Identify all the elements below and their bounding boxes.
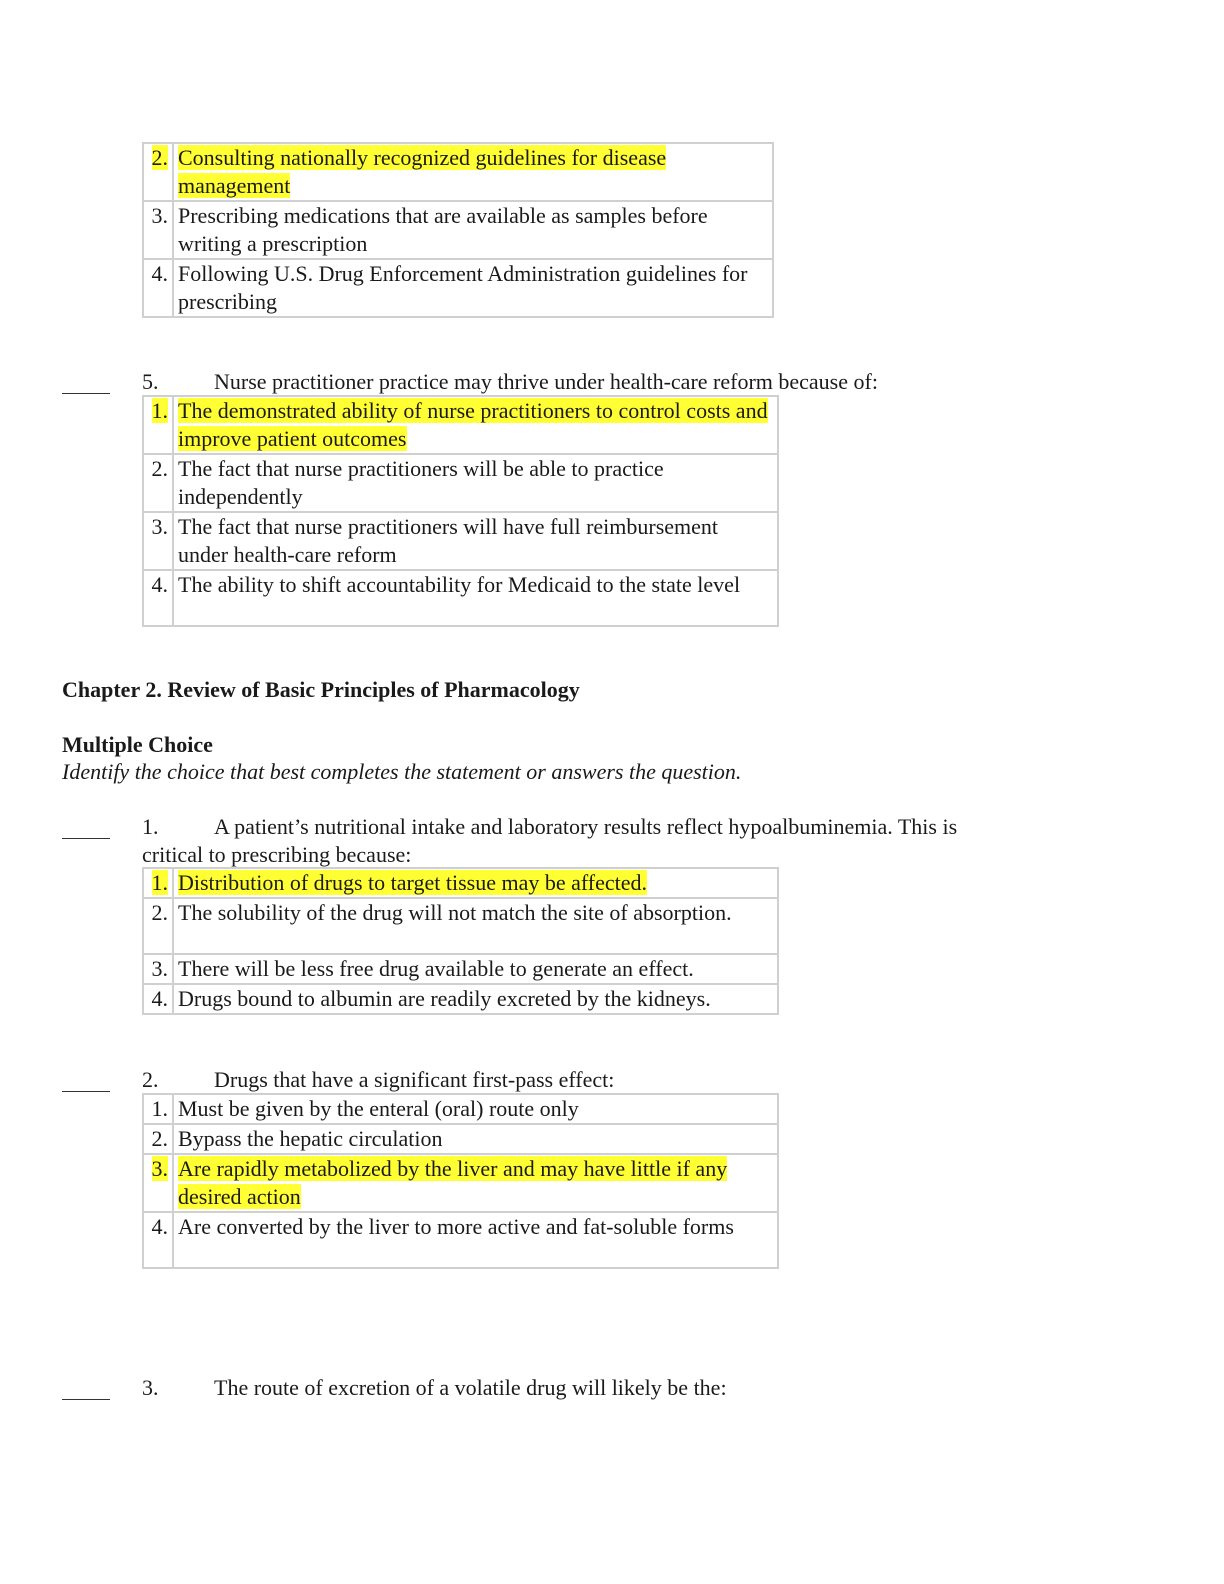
option-row	[143, 868, 778, 898]
option-row	[143, 954, 778, 984]
section-instructions: Identify the choice that best completes the statement or answers the question.	[62, 759, 742, 784]
question-stem-line-1: A patient’s nutritional intake and laboratory results reflect hypoalbuminemia. This is	[214, 814, 958, 839]
answer-blank	[62, 838, 110, 839]
option-text: Must be given by the enteral (oral) route only	[173, 1094, 778, 1124]
option-number: 4.	[143, 259, 173, 317]
chapter-title: Chapter 2. Review of Basic Principles of Pharmacology	[62, 677, 580, 702]
option-row	[143, 1124, 778, 1154]
option-number: 3.	[143, 512, 173, 570]
option-number: 2.	[143, 1124, 173, 1154]
question-stem-line-2: critical to prescribing because:	[142, 842, 412, 867]
option-text: Are rapidly metabolized by the liver and may have little if any desired action	[173, 1154, 778, 1212]
section-title: Multiple Choice	[62, 732, 213, 757]
option-text: Following U.S. Drug Enforcement Administration guidelines for prescribing	[173, 259, 773, 317]
option-row	[143, 396, 778, 454]
option-text: The fact that nurse practitioners will have full reimbursement under health-care reform	[173, 512, 778, 570]
option-text: Are converted by the liver to more active and fat-soluble forms	[173, 1212, 778, 1268]
question-number: 3.	[142, 1375, 159, 1400]
option-row	[143, 1154, 778, 1212]
option-row	[143, 259, 773, 317]
question-number: 1.	[142, 814, 159, 839]
option-row	[143, 570, 778, 626]
option-row	[143, 898, 778, 954]
question-stem: Nurse practitioner practice may thrive under health-care reform because of:	[214, 369, 878, 394]
option-number: 2.	[143, 143, 173, 201]
option-row	[143, 143, 773, 201]
option-number: 3.	[143, 954, 173, 984]
option-row	[143, 1212, 778, 1268]
option-text: The fact that nurse practitioners will be able to practice independently	[173, 454, 778, 512]
option-text: Distribution of drugs to target tissue may be affected.	[173, 868, 778, 898]
option-text: Bypass the hepatic circulation	[173, 1124, 778, 1154]
option-text: The demonstrated ability of nurse practitioners to control costs and improve patient outcomes	[173, 396, 778, 454]
question-stem: The route of excretion of a volatile drug will likely be the:	[214, 1375, 727, 1400]
question-number: 5.	[142, 369, 159, 394]
option-row	[143, 984, 778, 1014]
option-number: 3.	[143, 1154, 173, 1212]
continued-options-table	[142, 142, 774, 318]
option-number: 3.	[143, 201, 173, 259]
option-number: 4.	[143, 984, 173, 1014]
option-number: 2.	[143, 898, 173, 954]
option-text: Consulting nationally recognized guidelines for disease management	[173, 143, 773, 201]
option-text: The ability to shift accountability for Medicaid to the state level	[173, 570, 778, 626]
option-number: 1.	[143, 396, 173, 454]
c2q1-options-table	[142, 867, 779, 1015]
option-number: 1.	[143, 868, 173, 898]
question-number: 2.	[142, 1067, 159, 1092]
option-number: 4.	[143, 1212, 173, 1268]
option-text: Prescribing medications that are available as samples before writing a prescription	[173, 201, 773, 259]
answer-blank	[62, 1399, 110, 1400]
question-stem: Drugs that have a significant first-pass effect:	[214, 1067, 615, 1092]
c2q2-options-table	[142, 1093, 779, 1269]
option-text: The solubility of the drug will not match the site of absorption.	[173, 898, 778, 954]
option-text: There will be less free drug available to generate an effect.	[173, 954, 778, 984]
option-row	[143, 512, 778, 570]
q5-options-table	[142, 395, 779, 627]
option-number: 2.	[143, 454, 173, 512]
option-text: Drugs bound to albumin are readily excreted by the kidneys.	[173, 984, 778, 1014]
option-row	[143, 1094, 778, 1124]
option-number: 4.	[143, 570, 173, 626]
answer-blank	[62, 393, 110, 394]
option-row	[143, 454, 778, 512]
option-number: 1.	[143, 1094, 173, 1124]
answer-blank	[62, 1091, 110, 1092]
option-row	[143, 201, 773, 259]
